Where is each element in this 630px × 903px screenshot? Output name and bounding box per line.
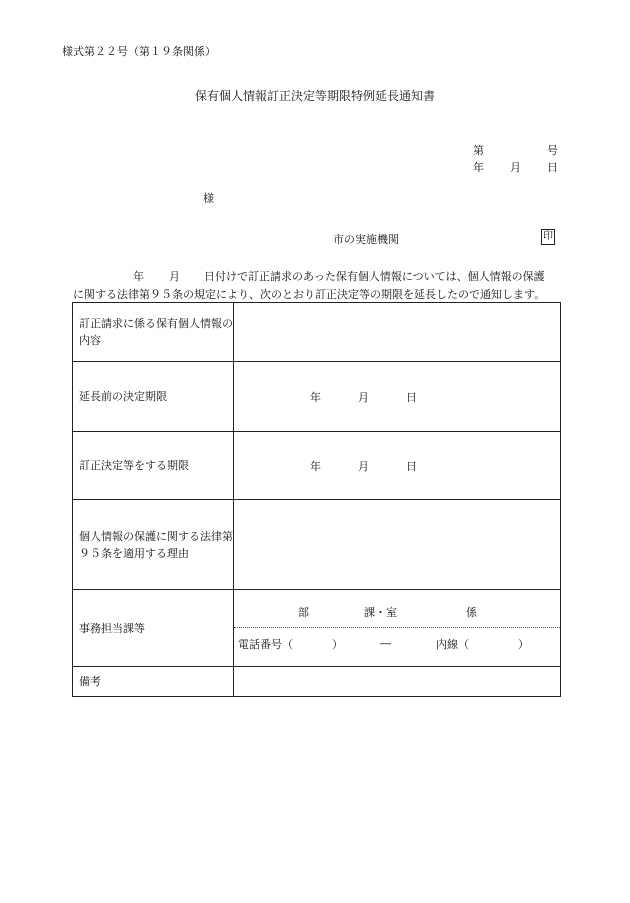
phone-dash: ―	[380, 637, 391, 650]
form-number: 様式第２２号（第１９条関係）	[62, 45, 216, 58]
table-row	[73, 303, 561, 362]
document-date-line	[473, 162, 558, 173]
document-title: 保有個人情報訂正決定等期限特例延長通知書	[194, 89, 435, 103]
extension-label: 内線（	[436, 637, 469, 651]
ka-shitsu-label: 課・室	[364, 606, 397, 619]
agency-name: 市の実施機関	[333, 233, 399, 246]
date-year: 年	[473, 161, 484, 174]
table-row	[73, 432, 561, 500]
deadline-day: 日	[406, 390, 417, 404]
reason-field[interactable]	[234, 500, 561, 590]
number-suffix: 号	[547, 144, 558, 157]
phone-label: 電話番号（	[238, 637, 293, 651]
notice-form-table	[72, 302, 561, 697]
new-deadline-month: 月	[358, 459, 369, 473]
document-number-line	[473, 145, 558, 156]
original-deadline-label: 延長前の決定期限	[73, 362, 234, 432]
remarks-field[interactable]	[234, 667, 561, 697]
bu-label: 部	[298, 606, 309, 619]
content-field[interactable]	[234, 303, 561, 362]
new-deadline-day: 日	[406, 459, 417, 473]
intro-year: 年	[133, 270, 144, 283]
original-deadline-field[interactable]	[234, 362, 561, 432]
intro-month: 月	[169, 270, 180, 283]
department-line[interactable]	[234, 597, 560, 628]
staff-label: 事務担当課等	[73, 590, 234, 667]
deadline-month: 月	[358, 390, 369, 404]
seal-mark: 印	[541, 229, 555, 245]
date-day: 日	[547, 161, 558, 174]
number-prefix: 第	[473, 144, 484, 157]
intro-line-1	[133, 271, 545, 282]
intro-text-1: 日付けで訂正請求のあった保有個人情報については、個人情報の保護	[204, 270, 545, 283]
reason-label: 個人情報の保護に関する法律第９５条を適用する理由	[73, 500, 234, 590]
table-row	[73, 500, 561, 590]
kakari-label: 係	[466, 606, 477, 619]
date-month: 月	[510, 161, 521, 174]
new-deadline-label: 訂正決定等をする期限	[73, 432, 234, 500]
table-row	[73, 362, 561, 432]
intro-line-2: に関する法律第９５条の規定により、次のとおり訂正決定等の期限を延長したので通知します。	[73, 288, 546, 301]
phone-close: ）	[332, 637, 343, 651]
remarks-label: 備考	[73, 667, 234, 697]
extension-close: ）	[518, 637, 529, 651]
table-row	[73, 667, 561, 697]
phone-line[interactable]	[234, 628, 560, 659]
staff-field	[234, 590, 561, 667]
deadline-year: 年	[310, 390, 321, 404]
content-label: 訂正請求に係る保有個人情報の内容	[73, 303, 234, 362]
new-deadline-year: 年	[310, 459, 321, 473]
new-deadline-field[interactable]	[234, 432, 561, 500]
table-row	[73, 590, 561, 667]
addressee-suffix: 様	[203, 192, 214, 205]
